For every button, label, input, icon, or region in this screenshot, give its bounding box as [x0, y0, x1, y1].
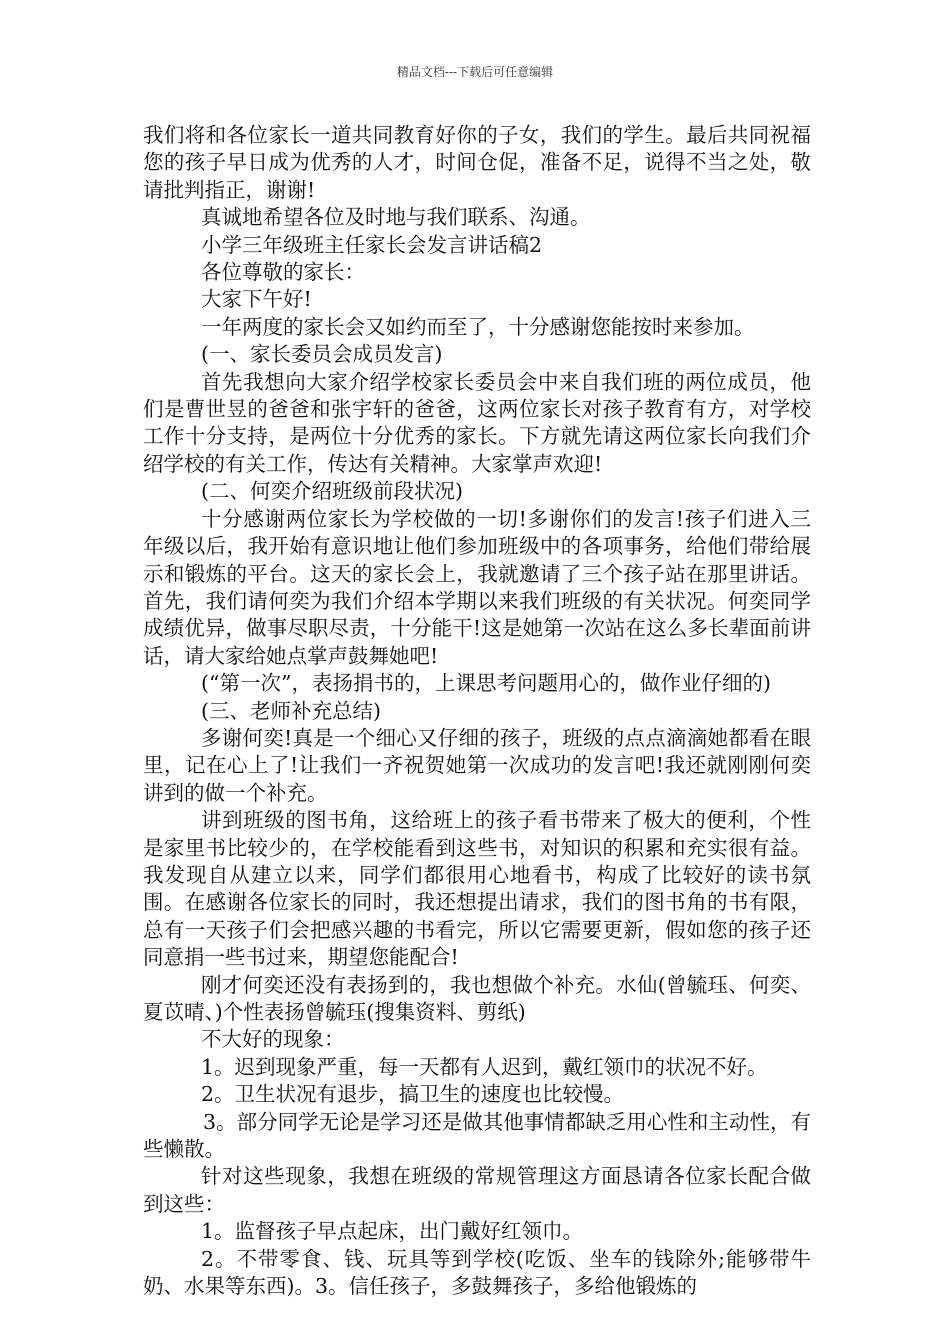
paragraph: 十分感谢两位家长为学校做的一切!多谢你们的发言!孩子们进入三年级以后，我开始有意识地让他们参加班级中的各项事务，给他们带给展示和锻炼的平台。这天的家长会上，我就邀请了三个孩子站在那里讲话。首先，我们请何奕为我们介绍本学期以来我们班级的有关状况。何奕同学成绩优异，做事尽职尽责，十分能干!这是她第一次站在这么多长辈面前讲话，请大家给她点掌声鼓舞她吧!	[143, 506, 811, 668]
list-item: 1。迟到现象严重，每一天都有人迟到，戴红领巾的状况不好。	[201, 1054, 768, 1079]
page-header: 精品文档---下载后可任意编辑	[396, 65, 554, 79]
list-item: 2。卫生状况有退步，搞卫生的速度也比较慢。	[201, 1082, 625, 1107]
paragraph: (“第一次”，表扬捐书的，上课思考问题用心的，做作业仔细的)	[201, 671, 771, 696]
paragraph: 首先我想向大家介绍学校家长委员会中来自我们班的两位成员，他们是曹世昱的爸爸和张宇轩的爸爸，这两位家长对孩子教育有方，对学校工作十分支持，是两位十分优秀的家长。下方就先请这两位家长向我们介绍学校的有关工作，传达有关精神。大家掌声欢迎!	[143, 369, 811, 476]
paragraph: 不大好的现象：	[201, 1027, 345, 1052]
greeting: 大家下午好!	[201, 287, 312, 312]
paragraph: 讲到班级的图书角，这给班上的孩子看书带来了极大的便利，个性是家里书比较少的，在学校能看到这些书，对知识的积累和充实很有益。我发现自从建立以来，同学们都很用心地看书，构成了比较好的读书氛围。在感谢各位家长的同时，我还想提出请求，我们的图书角的书有限，总有一天孩子们会把感兴趣的书看完，所以它需要更新，假如您的孩子还同意捐一些书过来，期望您能配合!	[143, 808, 811, 970]
salutation: 各位尊敬的家长：	[201, 260, 365, 285]
paragraph: 真诚地希望各位及时地与我们联系、沟通。	[201, 205, 591, 230]
paragraph: 针对这些现象，我想在班级的常规管理这方面恳请各位家长配合做到这些：	[143, 1164, 811, 1216]
list-item: 2。不带零食、钱、玩具等到学校(吃饭、坐车的钱除外;能够带牛奶、水果等东西)。3。信任孩子，多鼓舞孩子，多给他锻炼的	[143, 1246, 811, 1299]
list-item: 3。部分同学无论是学习还是做其他事情都缺乏用心性和主动性，有些懒散。	[143, 1109, 811, 1162]
section-title: 小学三年级班主任家长会发言讲话稿2	[201, 232, 543, 257]
paragraph: 一年两度的家长会又如约而至了，十分感谢您能按时来参加。	[201, 314, 755, 339]
section-heading: (二、何奕介绍班级前段状况)	[201, 479, 463, 504]
list-item: 1。监督孩子早点起床，出门戴好红领巾。	[201, 1219, 584, 1244]
section-heading: (三、老师补充总结)	[201, 698, 381, 723]
paragraph: 我们将和各位家长一道共同教育好你的子女，我们的学生。最后共同祝福您的孩子早日成为优秀的人才，时间仓促，准备不足，说得不当之处，敬请批判指正，谢谢!	[143, 123, 811, 202]
section-heading: (一、家长委员会成员发言)	[201, 342, 443, 367]
paragraph: 刚才何奕还没有表扬到的，我也想做个补充。水仙(曾毓珏、何奕、夏苡晴、)个性表扬曾毓珏(搜集资料、剪纸)	[143, 972, 811, 1024]
paragraph: 多谢何奕!真是一个细心又仔细的孩子，班级的点点滴滴她都看在眼里，记在心上了!让我们一齐祝贺她第一次成功的发言吧!我还就刚刚何奕讲到的做一个补充。	[143, 725, 811, 805]
document-body	[143, 122, 811, 1300]
